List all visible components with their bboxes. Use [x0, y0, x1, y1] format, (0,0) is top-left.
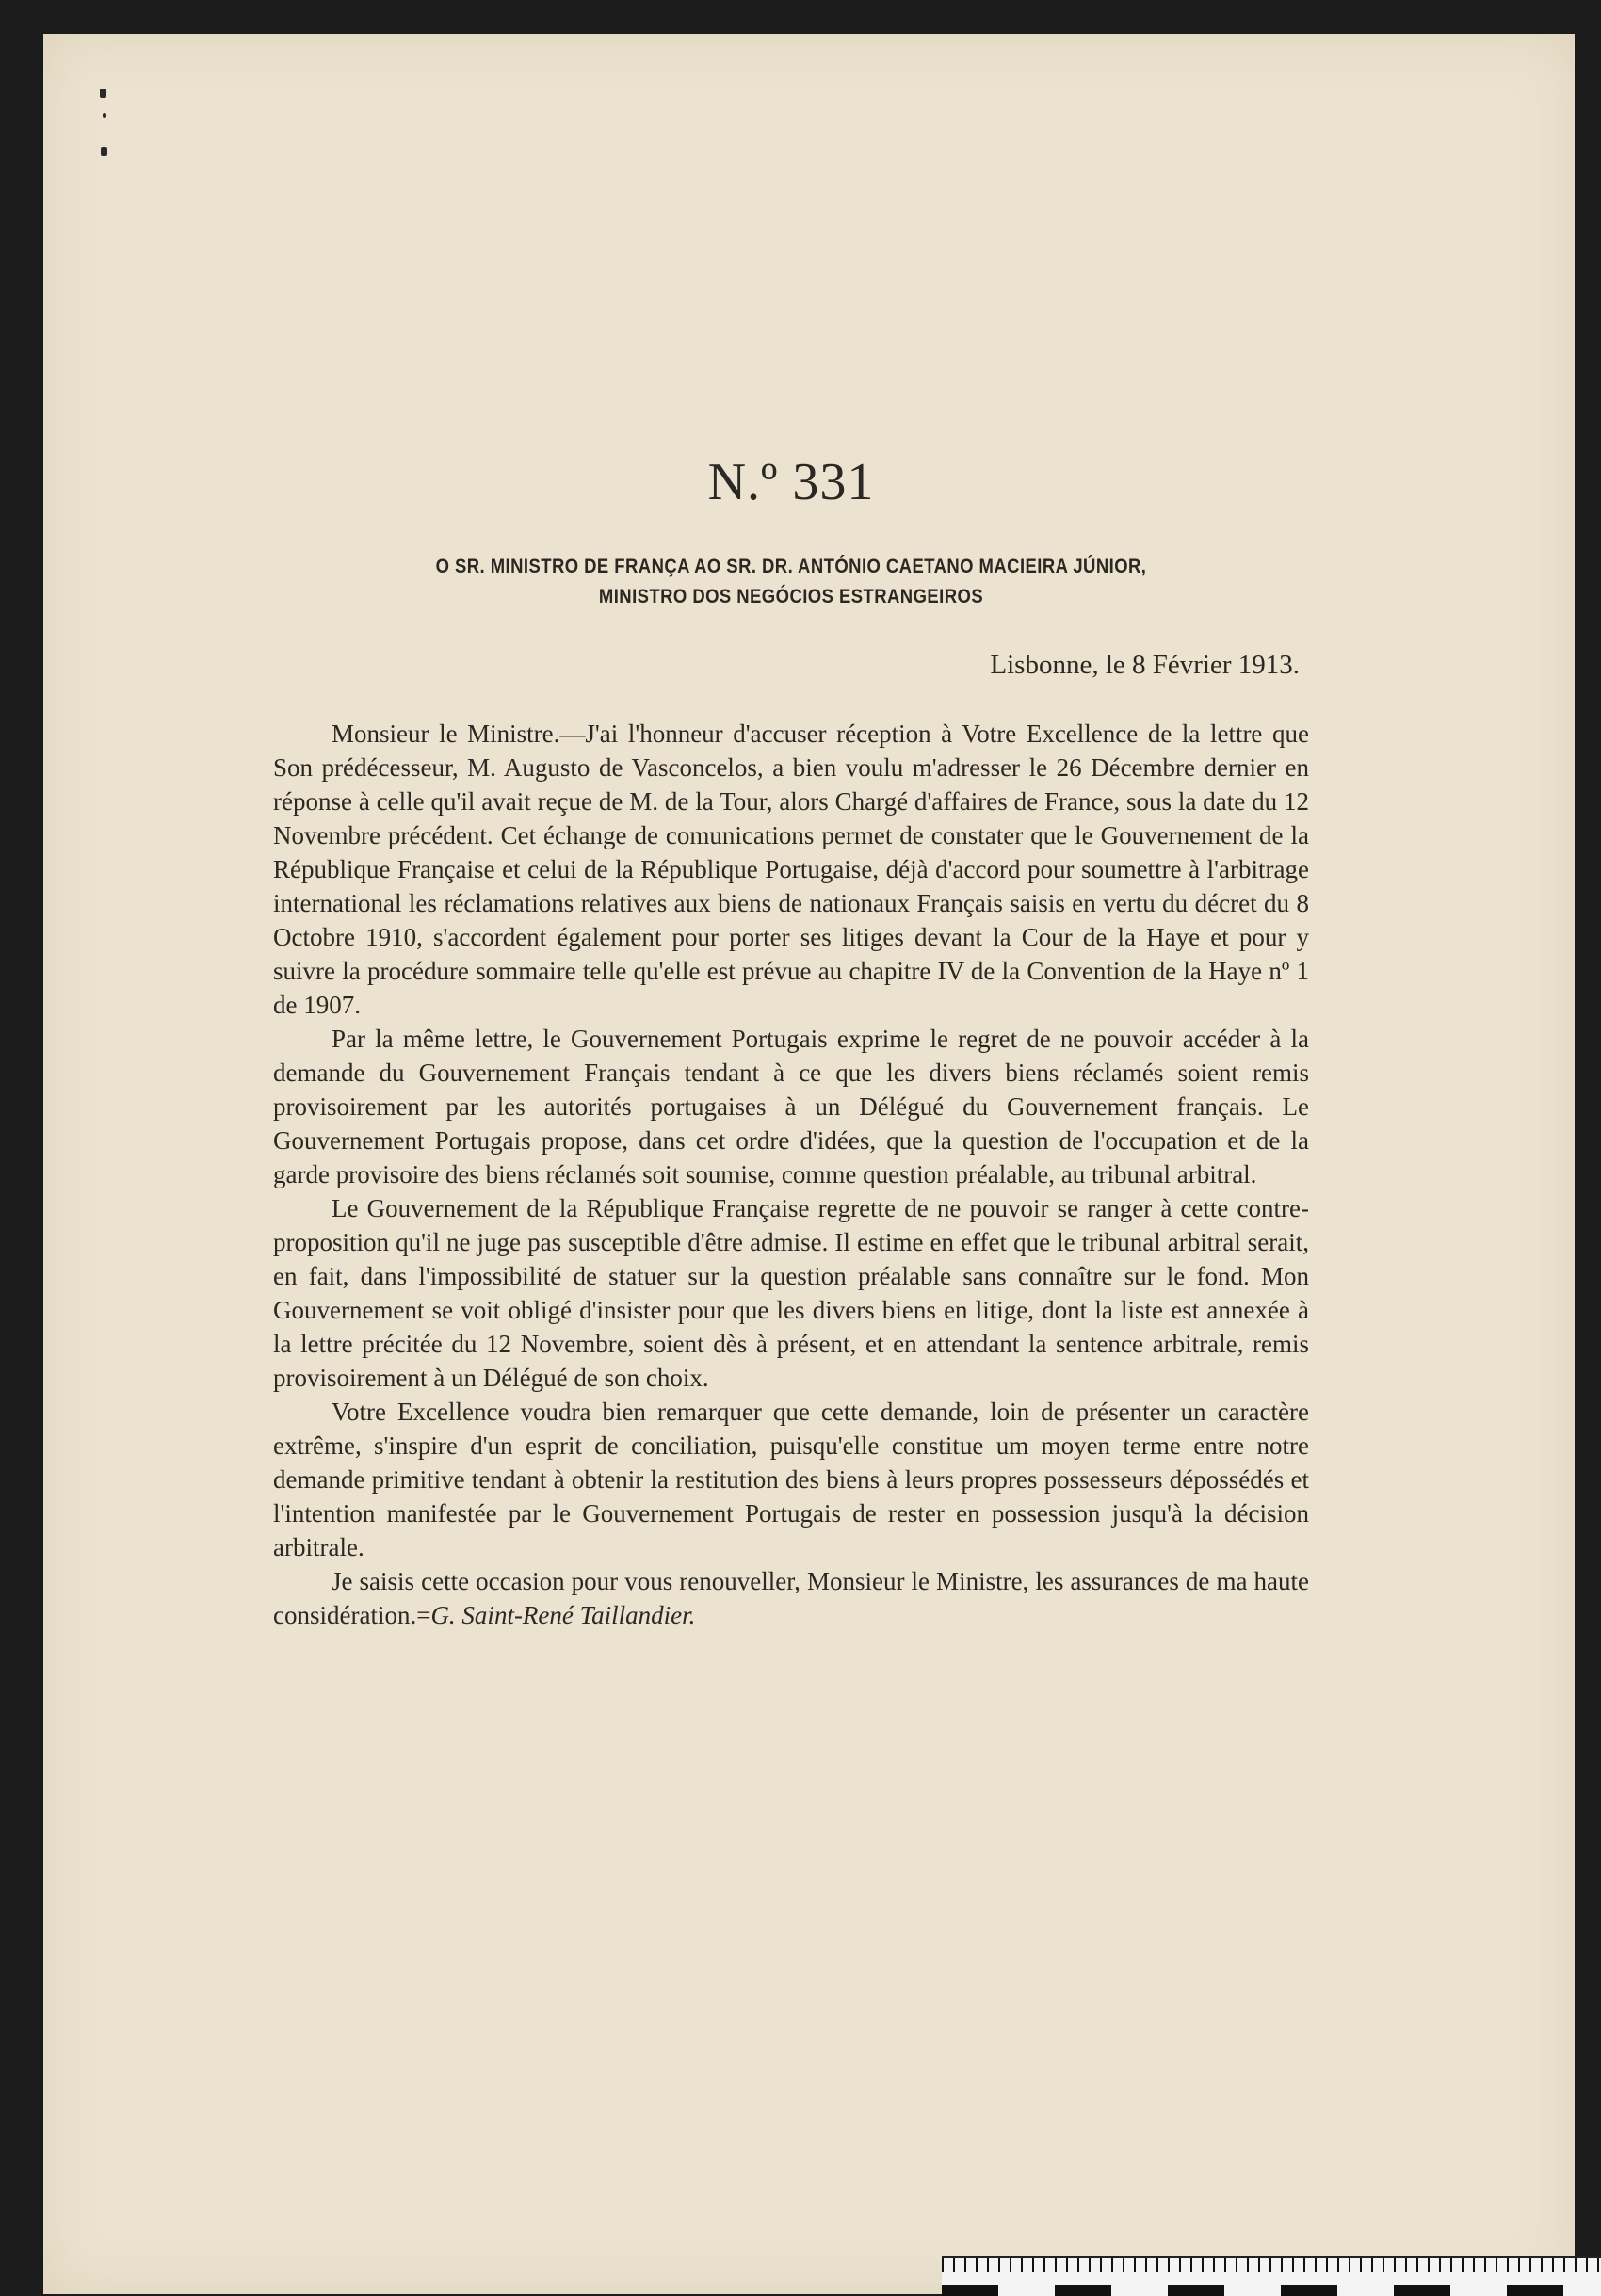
ink-speck — [101, 147, 107, 156]
paragraph-2: Par la même lettre, le Gouvernement Portugais exprime le regret de ne pouvoir accéder à la demande du Gouvernement Français tendant à ce que les divers biens réclamés soient remis provisoirement par les autorités portugaises à un Délégué du Gouvernement français. Le Gouvernement Portugais propose, dans cet ordre d'idées, que la question de l'occupation et de la garde provisoire des biens réclamés soit soumise, comme question préalable, au tribunal arbitral. — [273, 1025, 1309, 1188]
ruler-band — [942, 2285, 1601, 2296]
heading-line-1: O SR. MINISTRO DE FRANÇA AO SR. DR. ANTÓNIO CAETANO MACIEIRA JÚNIOR, — [435, 556, 1147, 577]
ink-speck — [103, 113, 106, 118]
letter-heading — [335, 552, 1247, 612]
scale-ruler — [942, 2256, 1601, 2296]
ruler-ticks — [942, 2258, 1601, 2272]
heading-line-2: MINISTRO DOS NEGÓCIOS ESTRANGEIROS — [598, 586, 984, 607]
paragraph-3: Le Gouvernement de la République Française regrette de ne pouvoir se ranger à cette contre-proposition qu'il ne juge pas susceptible d'être admise. Il estime en effet que le tribunal arbitral serait, en fait, dans l'impossibilité de statuer sur la question préalable sans connaître sur le fond. Mon Gouvernement se voit obligé d'insister pour que les divers biens en litige, dont la liste est annexée à la lettre précitée du 12 Novembre, soient dès à présent, et en attendant la sentence arbitrale, remis provisoirement à un Délégué de son choix. — [273, 1194, 1309, 1392]
ink-speck — [100, 89, 106, 98]
paragraph-1: Monsieur le Ministre.—J'ai l'honneur d'accuser réception à Votre Excellence de la lettre que Son prédécesseur, M. Augusto de Vasconcelos, a bien voulu m'adresser le 26 Décembre dernier en réponse à celle qu'il avait reçue de M. de la Tour, alors Chargé d'affaires de France, sous la date du 12 Novembre précédent. Cet échange de comunications permet de constater que le Gouvernement de la République Française et celui de la République Portugaise, déjà d'accord pour soumettre à l'arbitrage international les réclamations relatives aux biens de nationaux Français saisis en vertu du décret du 8 Octobre 1910, s'accordent également pour porter ses litiges devant la Cour de la Haye et pour y suivre la procédure sommaire telle qu'elle est prévue au chapitre IV de la Convention de la Haye nº 1 de 1907. — [273, 720, 1309, 1019]
document-number: N.º 331 — [707, 453, 875, 511]
letter-date: Lisbonne, le 8 Février 1913. — [990, 650, 1300, 680]
closing-paragraph — [273, 1564, 1309, 1632]
signature: G. Saint-René Taillandier. — [430, 1601, 696, 1629]
letter-document — [273, 452, 1309, 1632]
closing-text: Je saisis cette occasion pour vous renouveller, Monsieur le Ministre, les assurances de ma haute considération.= — [273, 1567, 1309, 1629]
letter-body — [273, 717, 1309, 1632]
paragraph-4: Votre Excellence voudra bien remarquer que cette demande, loin de présenter un caractère extrême, s'inspire d'un esprit de conciliation, puisqu'elle constitue um moyen terme entre notre demande primitive tendant à obtenir la restitution des biens à leurs propres possesseurs dépossédés et l'intention manifestée par le Gouvernement Portugais de rester en possession jusqu'à la décision arbitrale. — [273, 1398, 1309, 1561]
